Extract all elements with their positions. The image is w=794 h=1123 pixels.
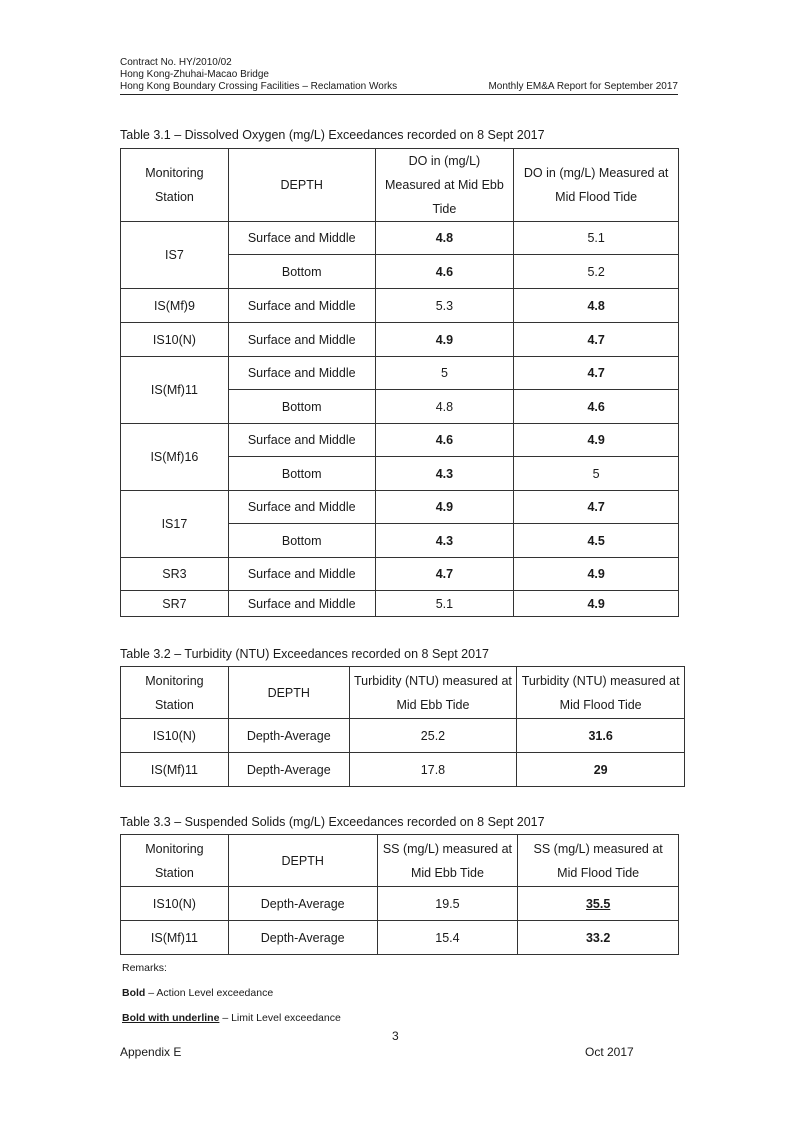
ebb-value: 4.9 [375, 323, 514, 357]
table-row [121, 591, 679, 617]
header-cell: DEPTH [228, 835, 377, 887]
remark-underline-text: – Limit Level exceedance [219, 1012, 341, 1024]
remark-limit-level [122, 1012, 341, 1024]
table-row [121, 719, 685, 753]
ebb-value: 4.9 [375, 491, 514, 524]
table-row [121, 357, 679, 390]
remark-action-level [122, 987, 273, 999]
table-row [121, 491, 679, 524]
header-cell: Monitoring Station [121, 835, 229, 887]
ebb-value: 15.4 [377, 921, 518, 955]
depth-cell: Surface and Middle [228, 323, 375, 357]
depth-cell: Surface and Middle [228, 289, 375, 323]
header-cell: SS (mg/L) measured at Mid Flood Tide [518, 835, 679, 887]
flood-value: 4.8 [514, 289, 679, 323]
ebb-value: 4.6 [375, 424, 514, 457]
station-cell: IS7 [121, 222, 229, 289]
depth-cell: Surface and Middle [228, 491, 375, 524]
contract-number: Contract No. HY/2010/02 [120, 57, 232, 68]
ebb-value: 4.3 [375, 457, 514, 491]
flood-value: 5.2 [514, 255, 679, 289]
suspended-solids-table [120, 834, 679, 955]
ebb-value: 4.3 [375, 524, 514, 558]
flood-value: 4.9 [514, 558, 679, 591]
station-cell: IS(Mf)16 [121, 424, 229, 491]
remark-bold-label: Bold [122, 987, 146, 999]
ebb-value: 17.8 [349, 753, 517, 787]
table-row [121, 558, 679, 591]
table-row [121, 921, 679, 955]
table-row [121, 323, 679, 357]
station-cell: IS10(N) [121, 719, 229, 753]
station-cell: IS(Mf)11 [121, 753, 229, 787]
table-header-row [121, 835, 679, 887]
table3-caption: Table 3.3 – Suspended Solids (mg/L) Exceedances recorded on 8 Sept 2017 [120, 815, 545, 829]
flood-value: 33.2 [518, 921, 679, 955]
table-header-row [121, 667, 685, 719]
ebb-value: 4.8 [375, 222, 514, 255]
table-row [121, 289, 679, 323]
header-cell: Monitoring Station [121, 667, 229, 719]
depth-cell: Bottom [228, 524, 375, 558]
depth-cell: Depth-Average [228, 921, 377, 955]
ebb-value: 4.8 [375, 390, 514, 424]
header-cell: DEPTH [228, 149, 375, 222]
flood-value: 4.6 [514, 390, 679, 424]
flood-value: 4.7 [514, 357, 679, 390]
flood-value: 31.6 [517, 719, 685, 753]
flood-value: 5 [514, 457, 679, 491]
ebb-value: 5.3 [375, 289, 514, 323]
depth-cell: Bottom [228, 390, 375, 424]
table-row [121, 222, 679, 255]
depth-cell: Surface and Middle [228, 424, 375, 457]
dissolved-oxygen-table [120, 148, 679, 617]
header-cell: Turbidity (NTU) measured at Mid Ebb Tide [349, 667, 517, 719]
depth-cell: Bottom [228, 255, 375, 289]
header-cell: DO in (mg/L) Measured at Mid Ebb Tide [375, 149, 514, 222]
depth-cell: Depth-Average [228, 753, 349, 787]
ebb-value: 5.1 [375, 591, 514, 617]
header-cell: Monitoring Station [121, 149, 229, 222]
page-header [120, 57, 678, 95]
ebb-value: 5 [375, 357, 514, 390]
footer-date: Oct 2017 [585, 1045, 634, 1059]
flood-value: 29 [517, 753, 685, 787]
ebb-value: 4.7 [375, 558, 514, 591]
depth-cell: Depth-Average [228, 719, 349, 753]
station-cell: IS10(N) [121, 887, 229, 921]
depth-cell: Surface and Middle [228, 357, 375, 390]
flood-value: 5.1 [514, 222, 679, 255]
table-row [121, 887, 679, 921]
station-cell: IS(Mf)11 [121, 921, 229, 955]
project-name: Hong Kong-Zhuhai-Macao Bridge [120, 69, 269, 80]
depth-cell: Surface and Middle [228, 558, 375, 591]
station-cell: IS10(N) [121, 323, 229, 357]
station-cell: IS17 [121, 491, 229, 558]
facility-name: Hong Kong Boundary Crossing Facilities – Reclamation Works [120, 81, 398, 92]
turbidity-table [120, 666, 685, 787]
report-title: Monthly EM&A Report for September 2017 [488, 81, 678, 92]
station-cell: IS(Mf)9 [121, 289, 229, 323]
table-header-row [121, 149, 679, 222]
footer-appendix: Appendix E [120, 1045, 182, 1059]
depth-cell: Surface and Middle [228, 591, 375, 617]
flood-value: 4.9 [514, 591, 679, 617]
flood-value: 4.7 [514, 491, 679, 524]
station-cell: SR7 [121, 591, 229, 617]
depth-cell: Depth-Average [228, 887, 377, 921]
flood-value: 35.5 [518, 887, 679, 921]
table-row [121, 424, 679, 457]
table-row [121, 753, 685, 787]
header-cell: DEPTH [228, 667, 349, 719]
remark-bold-text: – Action Level exceedance [145, 987, 274, 999]
remark-underline-label: Bold with underline [122, 1012, 220, 1024]
depth-cell: Surface and Middle [228, 222, 375, 255]
header-cell: DO in (mg/L) Measured at Mid Flood Tide [514, 149, 679, 222]
station-cell: IS(Mf)11 [121, 357, 229, 424]
header-cell: SS (mg/L) measured at Mid Ebb Tide [377, 835, 518, 887]
table1-caption: Table 3.1 – Dissolved Oxygen (mg/L) Exceedances recorded on 8 Sept 2017 [120, 128, 545, 142]
ebb-value: 4.6 [375, 255, 514, 289]
flood-value: 4.5 [514, 524, 679, 558]
table2-caption: Table 3.2 – Turbidity (NTU) Exceedances recorded on 8 Sept 2017 [120, 647, 489, 661]
flood-value: 4.9 [514, 424, 679, 457]
remarks-title: Remarks: [122, 962, 167, 974]
depth-cell: Bottom [228, 457, 375, 491]
page-number: 3 [392, 1029, 399, 1043]
header-cell: Turbidity (NTU) measured at Mid Flood Tide [517, 667, 685, 719]
station-cell: SR3 [121, 558, 229, 591]
flood-value: 4.7 [514, 323, 679, 357]
ebb-value: 19.5 [377, 887, 518, 921]
ebb-value: 25.2 [349, 719, 517, 753]
header-row [120, 81, 678, 95]
